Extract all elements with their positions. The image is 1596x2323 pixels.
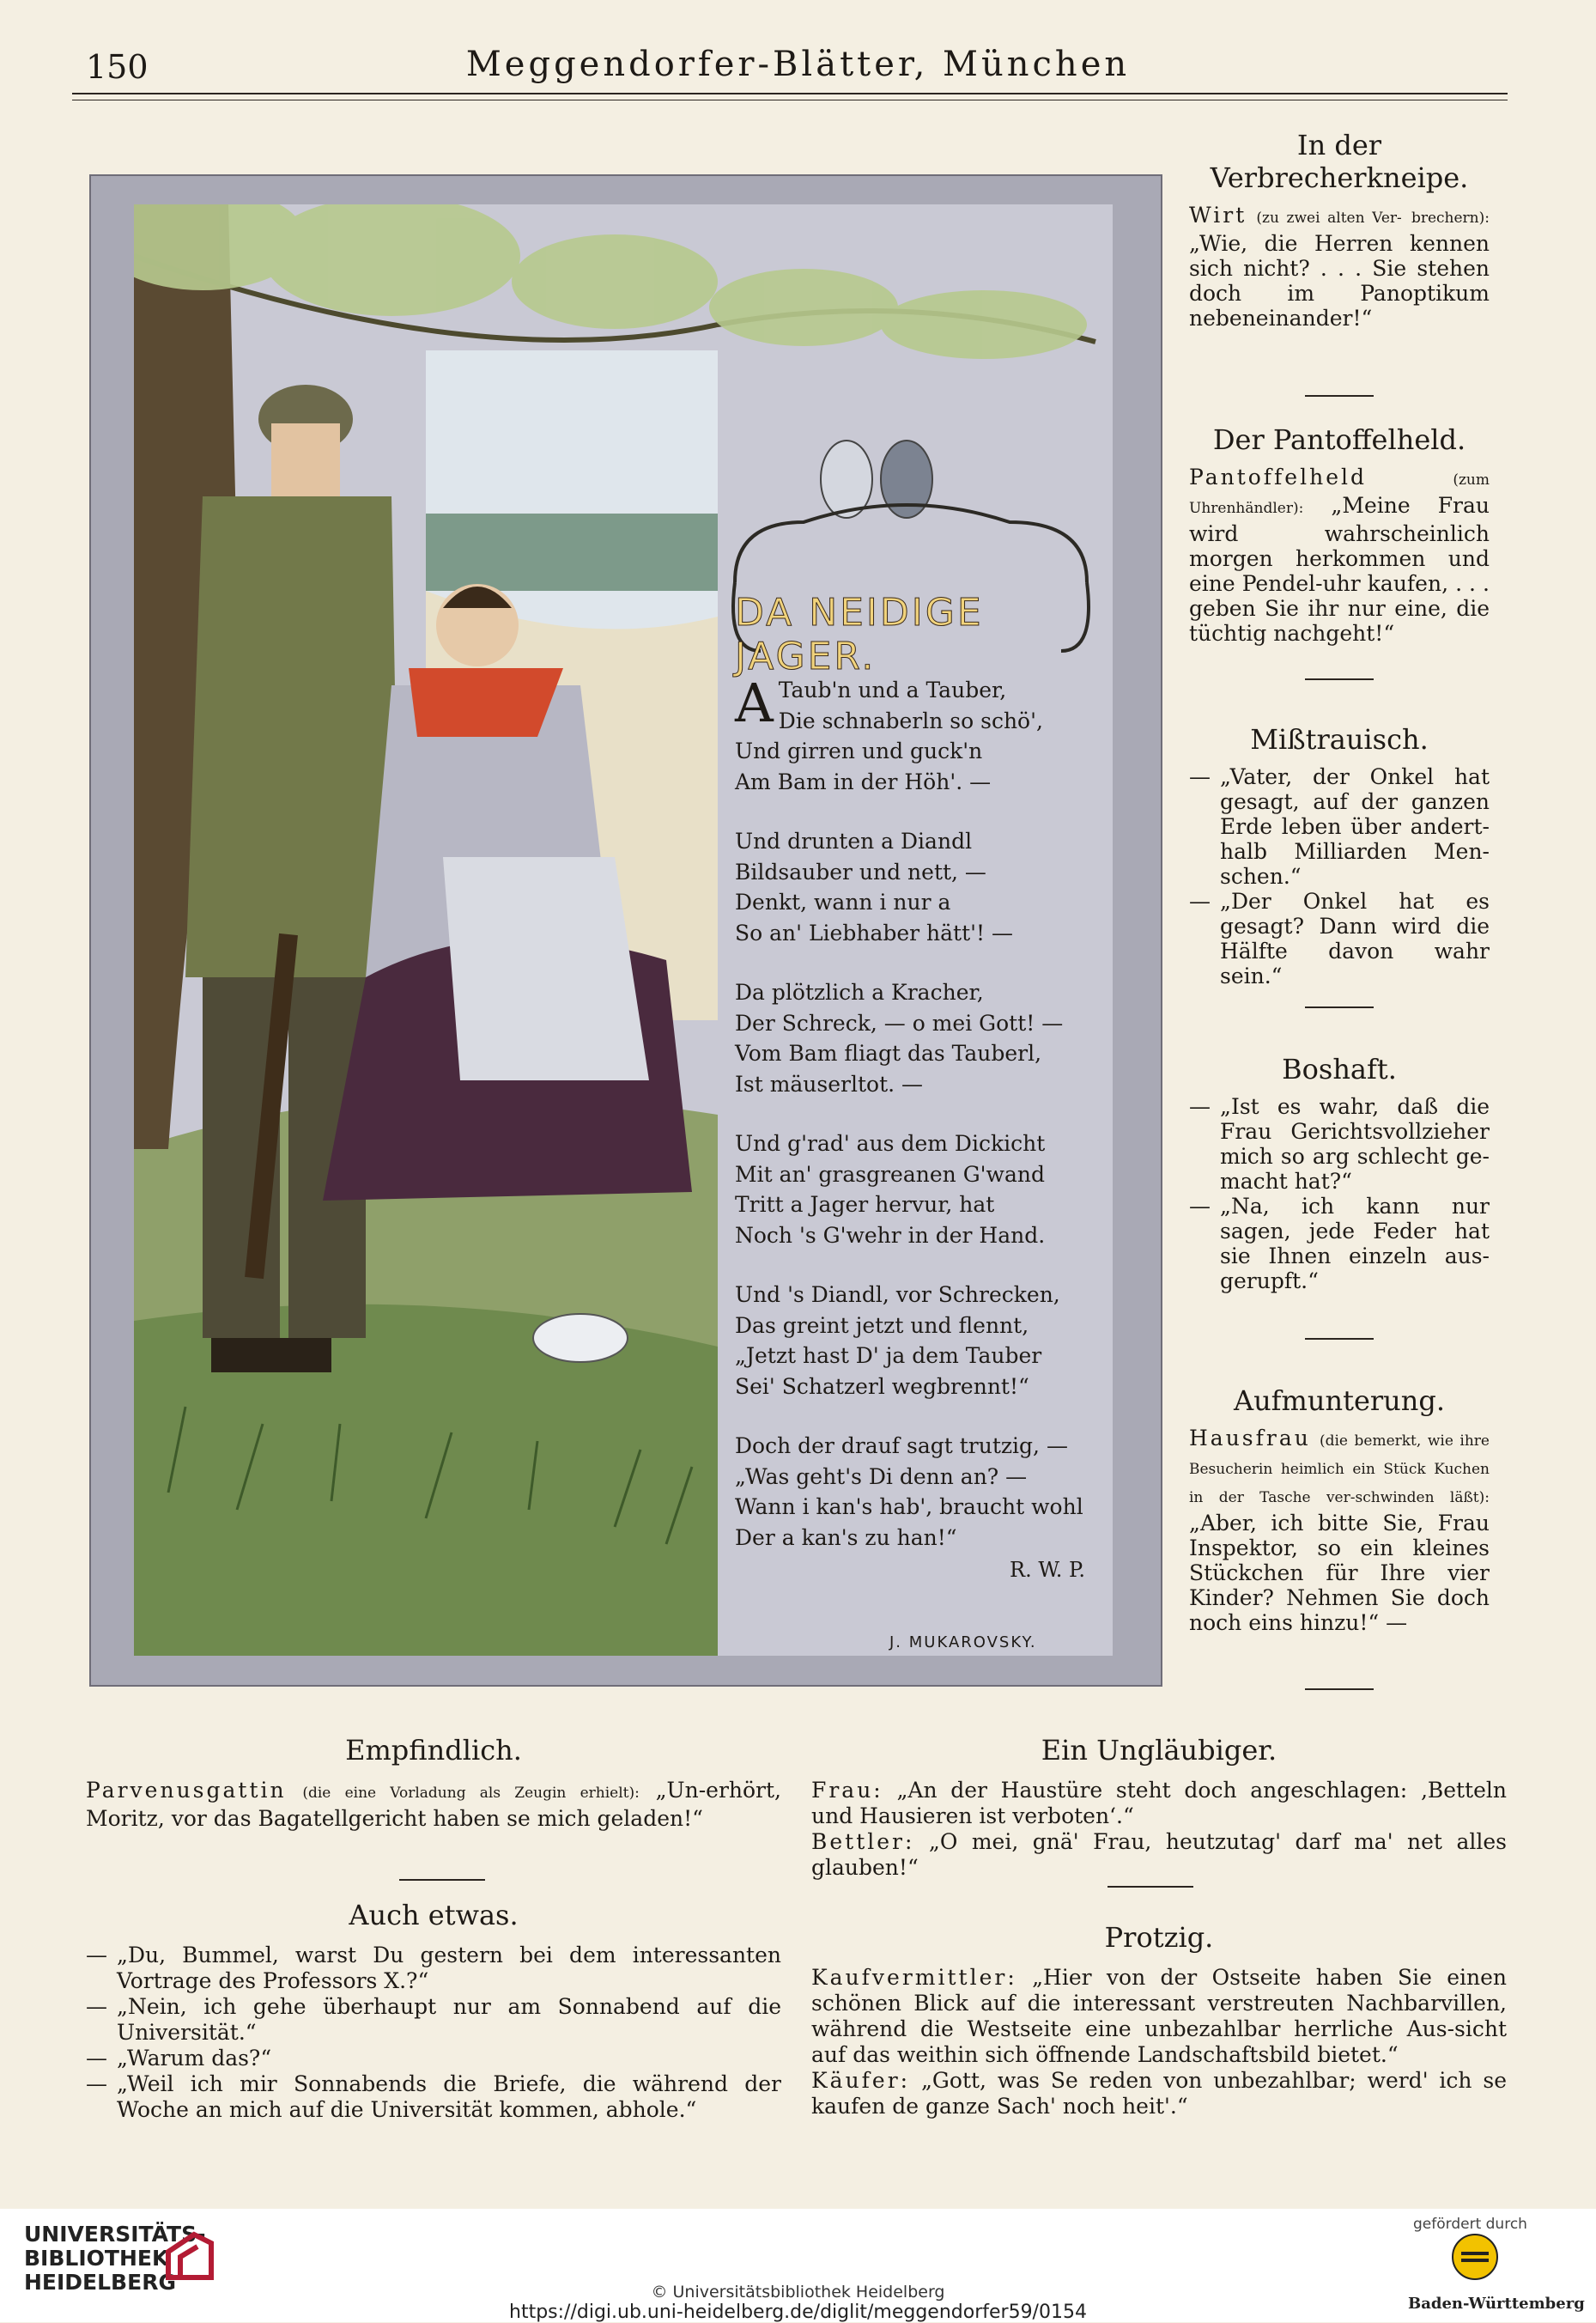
drop-cap: A bbox=[735, 672, 774, 734]
poem-line: Das greint jetzt und flennt, bbox=[735, 1312, 1029, 1338]
poem-line: Der Schreck, — o mei Gott! — bbox=[735, 1010, 1064, 1036]
header-rule bbox=[72, 93, 1508, 94]
joke-heading: In der Verbrecherkneipe. bbox=[1210, 129, 1469, 194]
joke-heading: Mißtrauisch. bbox=[1250, 723, 1429, 756]
joke-verbrecherkneipe bbox=[1189, 129, 1490, 331]
joke-heading: Ein Ungläubiger. bbox=[1041, 1734, 1277, 1767]
joke-text: Kaufvermittler: „Hier von der Ostseite haben Sie einen schönen Blick auf die interessant verstreuten Nachbarvillen, während die Westseite eine unbezahlbar herrliche Aus-sicht auf das weithin sich öffnende Landschaftsbild bietet.“ bbox=[811, 1965, 1507, 2067]
joke-line: „Ist es wahr, daß die Frau Gerichtsvollzieher mich so arg schlecht ge-macht hat?“ bbox=[1220, 1094, 1490, 1194]
joke-boshaft: Boshaft. — „Ist es wahr, daß die Frau Gerichtsvollzieher mich so arg schlecht ge-macht hat?“ — „Na, ich kann nur sagen, jede Feder hat sie Ihnen einzeln aus-gerupft.“ bbox=[1189, 1053, 1490, 1293]
joke-heading: Empfindlich. bbox=[345, 1734, 522, 1767]
poem-line: „Was geht's Di denn an? — bbox=[735, 1463, 1028, 1489]
joke-text: Hausfrau (die bemerkt, wie ihre Besucherin heimlich ein Stück Kuchen in der Tasche ver-schwinden läßt): „Aber, ich bitte Sie, Frau Inspektor, so ein kleines Stückchen für Ihre vier Kinder? Nehmen Sie doch noch eins hinzu!“ — bbox=[1189, 1426, 1490, 1635]
separator bbox=[1107, 1886, 1193, 1888]
joke-misstrauisch: Mißtrauisch. — „Vater, der Onkel hat gesagt, auf der ganzen Erde leben über andert-halb Milliarden Men-schen.“ — „Der Onkel hat es gesagt? Dann wird die Hälfte davon wahr sein.“ bbox=[1189, 723, 1490, 988]
baden-wuerttemberg-crest-icon bbox=[1451, 2233, 1499, 2281]
joke-line: „Der Onkel hat es gesagt? Dann wird die Hälfte davon wahr sein.“ bbox=[1220, 889, 1490, 988]
poem-line: Tritt a Jager hervur, hat bbox=[735, 1192, 995, 1217]
poem-line: Die schnaberln so schö', bbox=[778, 708, 1043, 733]
stanza-6 bbox=[735, 1431, 1095, 1553]
poem-line: Taub'n und a Tauber, bbox=[778, 678, 1007, 702]
poem-line: Der a kan's zu han!“ bbox=[735, 1524, 957, 1550]
poem-line: Ist mäuserltot. — bbox=[735, 1071, 924, 1097]
poem-line: Sei' Schatzerl wegbrennt!“ bbox=[735, 1373, 1029, 1399]
poem-line: Noch 's G'wehr in der Hand. bbox=[735, 1222, 1046, 1248]
joke-auch-etwas: Auch etwas. — „Du, Bummel, warst Du gestern bei dem interessanten Vortrage des Professors X.?“ — „Nein, ich gehe überhaupt nur am Sonnabend auf die Universität.“ — „Warum das?“ — „Weil ich mir Sonnabends die Briefe, die während der Woche an mich auf die Universität kommen, abhole.“ bbox=[86, 1899, 781, 2122]
poem-line: Doch der drauf sagt trutzig, — bbox=[735, 1433, 1068, 1458]
poem-line: Und g'rad' aus dem Dickicht bbox=[735, 1131, 1046, 1156]
joke-heading: Boshaft. bbox=[1282, 1053, 1397, 1085]
poem-line: Mit an' grasgreanen G'wand bbox=[735, 1161, 1045, 1187]
joke-protzig bbox=[811, 1920, 1507, 2119]
joke-text: Käufer: „Gott, was Se reden von unbezahlbar; werd' ich se kaufen de ganze Sach' noch heit'.“ bbox=[811, 2068, 1507, 2119]
joke-heading: Protzig. bbox=[1104, 1921, 1214, 1954]
joke-line: „Du, Bummel, warst Du gestern bei dem interessanten Vortrage des Professors X.?“ bbox=[117, 1943, 781, 1993]
stanza-1 bbox=[735, 672, 1095, 797]
separator bbox=[1305, 1338, 1374, 1340]
poem-line: Und 's Diandl, vor Schrecken, bbox=[735, 1282, 1060, 1307]
joke-empfindlich bbox=[86, 1733, 781, 1832]
joke-line: „Vater, der Onkel hat gesagt, auf der ganzen Erde leben über andert-halb Milliarden Men-schen.“ bbox=[1220, 764, 1490, 889]
library-mark-icon bbox=[160, 2226, 220, 2286]
illustration-inner bbox=[134, 204, 1113, 1656]
poem-line: Und drunten a Diandl bbox=[735, 829, 973, 854]
copyright-notice: © Universitätsbibliothek Heidelberg bbox=[651, 2283, 945, 2302]
stanza-3 bbox=[735, 977, 1095, 1099]
joke-line: „Warum das?“ bbox=[117, 2046, 272, 2071]
library-footer bbox=[0, 2209, 1596, 2322]
separator bbox=[1305, 395, 1374, 397]
joke-aufmunterung bbox=[1189, 1384, 1490, 1635]
poem-title: DA NEIDIGE JAGER. bbox=[735, 591, 984, 678]
poem-line: Bildsauber und nett, — bbox=[735, 859, 986, 885]
poem-line: Da plötzlich a Kracher, bbox=[735, 980, 984, 1005]
stanza-5 bbox=[735, 1280, 1095, 1402]
joke-line: „Na, ich kann nur sagen, jede Feder hat sie Ihnen einzeln aus-gerupft.“ bbox=[1220, 1194, 1490, 1293]
source-url[interactable]: https://digi.ub.uni-heidelberg.de/diglit/meggendorfer59/0154 bbox=[509, 2302, 1087, 2323]
funder-name: Baden-Württemberg bbox=[1408, 2295, 1585, 2313]
separator bbox=[1305, 678, 1374, 680]
funded-by-label: gefördert durch bbox=[1413, 2216, 1527, 2233]
joke-unglaeubiger bbox=[811, 1733, 1507, 1881]
joke-pantoffelheld bbox=[1189, 423, 1490, 646]
joke-line: „Weil ich mir Sonnabends die Briefe, die während der Woche an mich auf die Universität kommen, abhole.“ bbox=[117, 2071, 781, 2122]
poem-line: Wann i kan's hab', braucht wohl bbox=[735, 1494, 1083, 1519]
separator bbox=[1305, 1688, 1374, 1690]
poem-line: Am Bam in der Höh'. — bbox=[735, 769, 992, 794]
joke-heading: Aufmunterung. bbox=[1233, 1384, 1446, 1417]
stanza-4 bbox=[735, 1128, 1095, 1250]
library-logo[interactable]: UNIVERSITÄTS- BIBLIOTHEK HEIDELBERG bbox=[24, 2222, 206, 2295]
poem-line: „Jetzt hast D' ja dem Tauber bbox=[735, 1343, 1042, 1368]
joke-line: „Nein, ich gehe überhaupt nur am Sonnabend auf die Universität.“ bbox=[117, 1994, 781, 2045]
poem-line: Und girren und guck'n bbox=[735, 739, 983, 763]
stanza-2 bbox=[735, 826, 1095, 948]
joke-text: Wirt (zu zwei alten Ver- brechern): „Wie, die Herren kennen sich nicht? . . . Sie stehen doch im Panoptikum nebeneinander!“ bbox=[1189, 203, 1490, 331]
poem-line: So an' Liebhaber hätt'! — bbox=[735, 920, 1014, 946]
separator bbox=[1305, 1006, 1374, 1008]
illustration-plate bbox=[89, 174, 1162, 1687]
joke-text: Frau: „An der Haustüre steht doch angeschlagen: ‚Betteln und Hausieren ist verboten‘.“ bbox=[811, 1778, 1507, 1828]
artist-signature: J. MUKAROVSKY. bbox=[889, 1633, 1037, 1651]
poem bbox=[735, 672, 1095, 1582]
joke-text: Pantoffelheld (zum Uhrenhändler): „Meine Frau wird wahrscheinlich morgen herkommen und eine Pendel-uhr kaufen, . . . geben Sie ihr nur eine, die tüchtig nachgeht!“ bbox=[1189, 465, 1490, 646]
running-title: Meggendorfer-Blätter, München bbox=[465, 45, 1131, 84]
joke-text: Bettler: „O mei, gnä' Frau, heutzutag' darf ma' net alles glauben!“ bbox=[811, 1829, 1507, 1880]
separator bbox=[399, 1879, 485, 1881]
poem-line: Vom Bam fliagt das Tauberl, bbox=[735, 1041, 1042, 1066]
poem-line: Denkt, wann i nur a bbox=[735, 890, 951, 915]
joke-heading: Auch etwas. bbox=[349, 1899, 519, 1931]
page-number: 150 bbox=[86, 48, 149, 86]
poem-signature: R. W. P. bbox=[1010, 1558, 1085, 1582]
joke-text: Parvenusgattin (die eine Vorladung als Zeugin erhielt): „Un-erhört, Moritz, vor das Bagatellgericht haben se mich geladen!“ bbox=[86, 1778, 782, 1831]
joke-heading: Der Pantoffelheld. bbox=[1212, 423, 1466, 456]
